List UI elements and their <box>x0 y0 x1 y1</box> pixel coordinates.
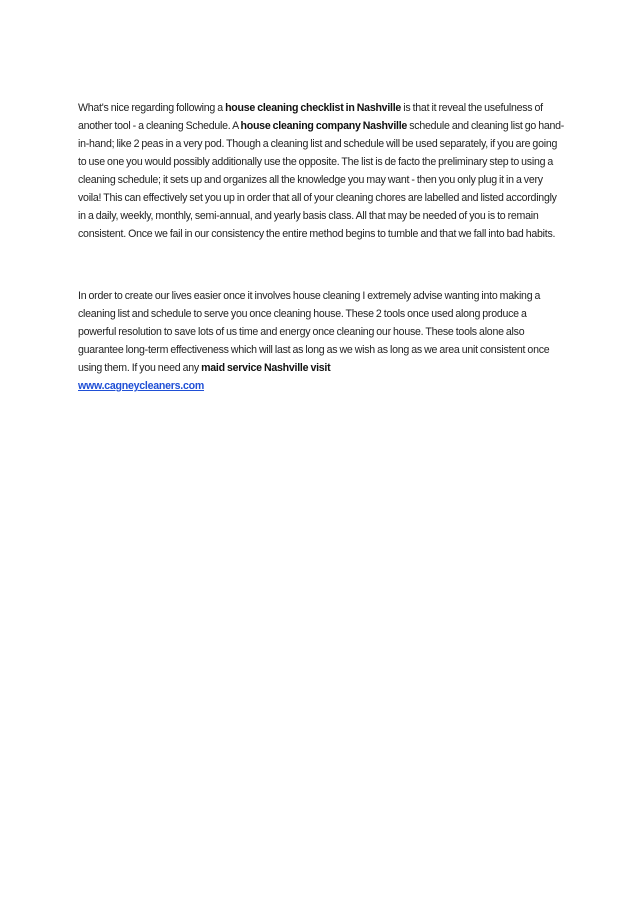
paragraph-2 <box>78 287 566 395</box>
paragraph-1-text-1: What's nice regarding following a <box>78 102 226 114</box>
keyword-maid-service: maid service Nashville visit <box>201 362 331 374</box>
website-link[interactable]: www.cagneycleaners.com <box>78 380 205 392</box>
paragraph-1-text-3: schedule and cleaning list go hand-in-hand; like 2 peas in a very pod. Though a cleaning list and schedule will be used separately, if you are going to use one you would possibly additionally use the opposite. The list is de facto the preliminary step to using a cleaning schedule; it sets up and organizes all the knowledge you may want - then you only plug it in a very voila! This can effectively set you up in order that all of your cleaning chores are labelled and listed accordingly in a daily, weekly, monthly, semi-annual, and yearly basis class. All that may be needed of you is to remain consistent. Once we fail in our consistency the entire method begins to tumble and that we fall into bad habits. <box>78 120 565 240</box>
keyword-house-cleaning-company: house cleaning company Nashville <box>240 120 408 132</box>
paragraph-1-text-2: is that it reveal the usefulness of another tool - a cleaning Schedule. A <box>78 102 543 132</box>
keyword-house-cleaning-checklist: house cleaning checklist in Nashville <box>225 102 402 114</box>
paragraph-2-text-1: In order to create our lives easier once it involves house cleaning I extremely advise wanting into making a cleaning list and schedule to serve you once cleaning house. These 2 tools once used along produce a powerful resolution to save lots of us time and energy once cleaning our house. These tools alone also guarantee long-term effectiveness which will last as long as we wish as long as we area unit consistent once using them. If you need any <box>78 290 550 374</box>
paragraph-1 <box>78 99 566 243</box>
